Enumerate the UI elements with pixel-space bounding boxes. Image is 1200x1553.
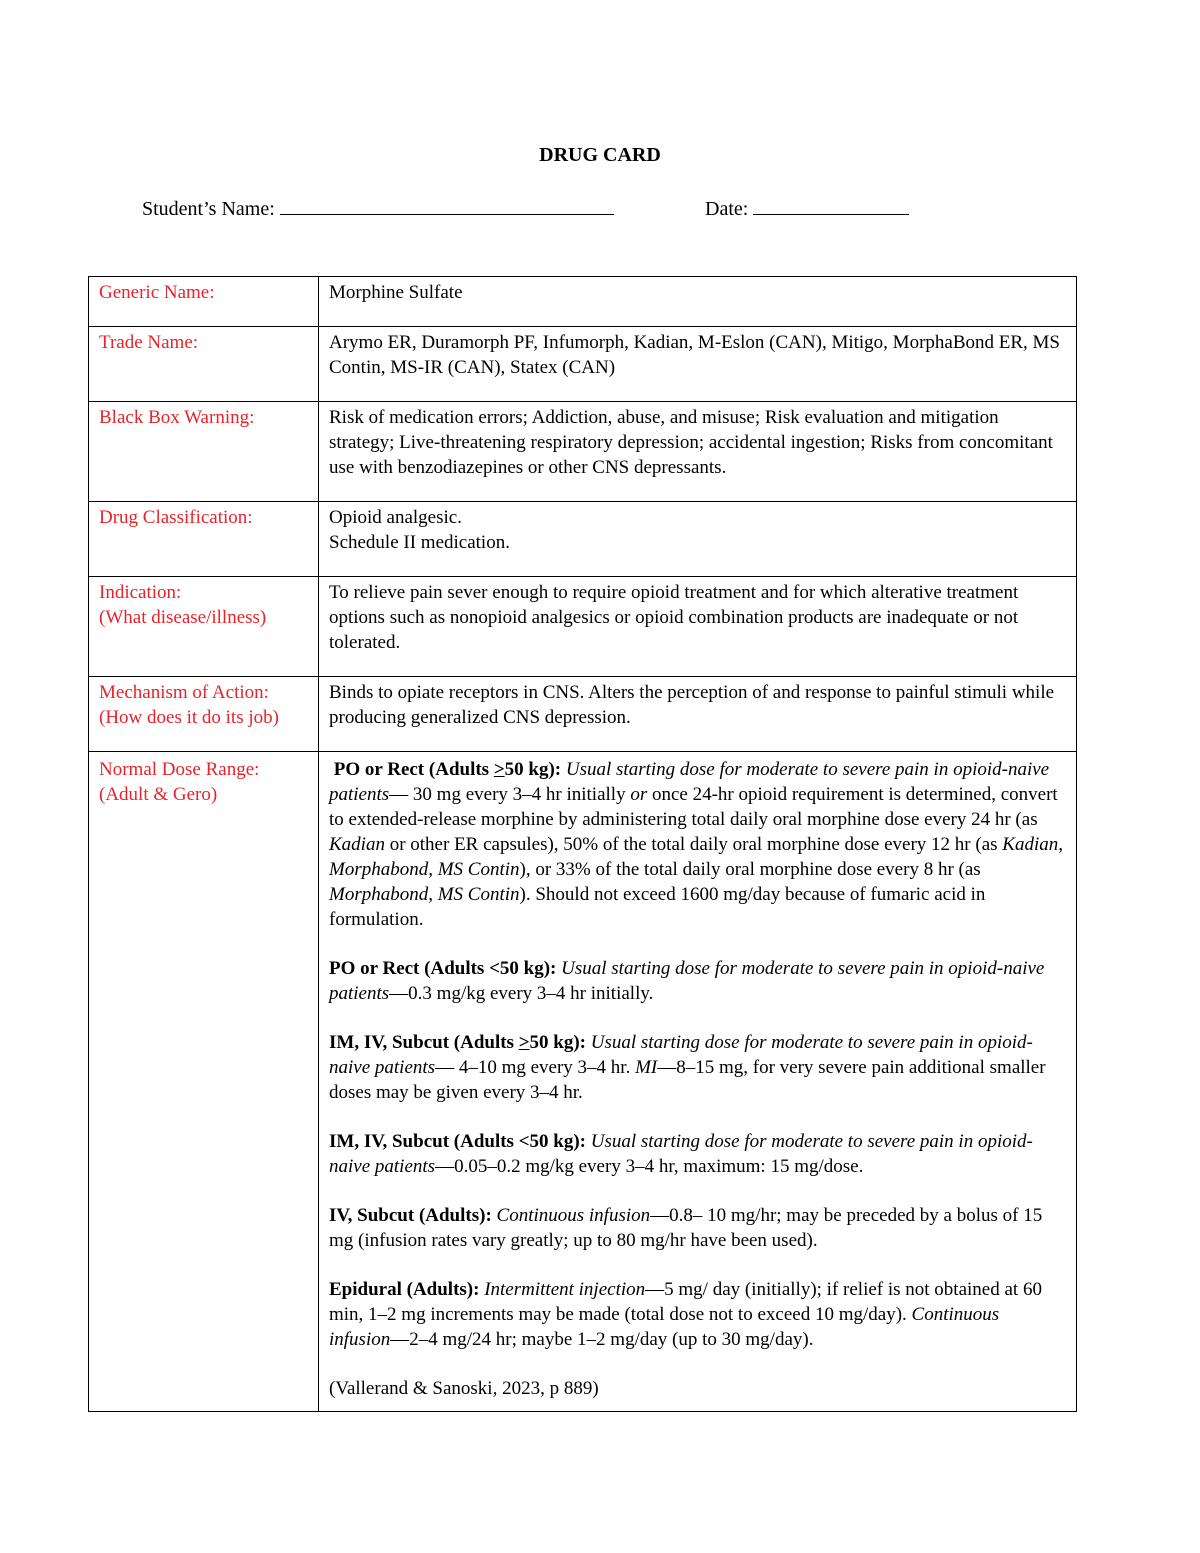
student-name-blank[interactable] <box>280 198 614 215</box>
generic-name-value: Morphine Sulfate <box>319 277 1077 327</box>
dose-paragraph-epidural: Epidural (Adults): Intermittent injection—5 mg/ day (initially); if relief is not obtained at 60 min, 1–2 mg increments may be made (total dose not to exceed 10 mg/day). Continuous infusion—2–4 mg/24 hr; maybe 1–2 mg/day (up to 30 mg/day). <box>329 1279 1042 1350</box>
date-field <box>705 198 909 221</box>
dose-heading: IM, IV, Subcut (Adults >50 kg): <box>329 1032 587 1053</box>
table-row <box>89 577 1077 677</box>
table-row <box>89 752 1077 1412</box>
dose-heading: IM, IV, Subcut (Adults <50 kg): <box>329 1131 587 1152</box>
black-box-warning-label: Black Box Warning: <box>89 402 319 502</box>
citation: (Vallerand & Sanoski, 2023, p 889) <box>329 1378 599 1399</box>
trade-name-value: Arymo ER, Duramorph PF, Infumorph, Kadian, M-Eslon (CAN), Mitigo, MorphaBond ER, MS Contin, MS-IR (CAN), Statex (CAN) <box>319 327 1077 402</box>
mechanism-sublabel: (How does it do its job) <box>99 707 279 728</box>
drug-card-table <box>88 276 1077 1412</box>
page-title: DRUG CARD <box>539 144 661 166</box>
black-box-warning-value: Risk of medication errors; Addiction, abuse, and misuse; Risk evaluation and mitigation strategy; Live-threatening respiratory depression; accidental ingestion; Risks from concomitant use with benzodiazepines or other CNS depressants. <box>319 402 1077 502</box>
trade-name-label: Trade Name: <box>89 327 319 402</box>
dose-range-sublabel: (Adult & Gero) <box>99 784 218 805</box>
drug-classification-label: Drug Classification: <box>89 502 319 577</box>
dose-paragraph-po-rect-under-50: PO or Rect (Adults <50 kg): Usual starting dose for moderate to severe pain in opioid-naive patients—0.3 mg/kg every 3–4 hr initially. <box>329 958 1045 1004</box>
dose-heading: PO or Rect (Adults >50 kg): <box>333 759 562 780</box>
classification-line-1: Opioid analgesic. <box>329 507 462 528</box>
table-row <box>89 502 1077 577</box>
dose-range-label <box>89 752 319 1412</box>
date-label: Date: <box>705 198 749 220</box>
mechanism-label-text: Mechanism of Action: <box>99 682 269 703</box>
table-row <box>89 677 1077 752</box>
table-row <box>89 327 1077 402</box>
dose-heading: PO or Rect (Adults <50 kg): <box>329 958 557 979</box>
indication-value: To relieve pain sever enough to require opioid treatment and for which alterative treatment options such as nonopioid analgesics or opioid combination products are inadequate or not tolerated. <box>319 577 1077 677</box>
student-name-field <box>142 198 614 221</box>
dose-paragraph-po-rect-over-50: PO or Rect (Adults >50 kg): Usual starting dose for moderate to severe pain in opioid-naive patients— 30 mg every 3–4 hr initially or once 24-hr opioid requirement is determined, convert to extended-release morphine by administering total daily oral morphine dose every 24 hr (as Kadian or other ER capsules), 50% of the total daily oral morphine dose every 12 hr (as Kadian, Morphabond, MS Contin), or 33% of the total daily oral morphine dose every 8 hr (as Morphabond, MS Contin). Should not exceed 1600 mg/day because of fumaric acid in formulation. <box>329 759 1063 930</box>
classification-line-2: Schedule II medication. <box>329 532 510 553</box>
indication-label-text: Indication: <box>99 582 182 603</box>
indication-label <box>89 577 319 677</box>
generic-name-label: Generic Name: <box>89 277 319 327</box>
table-row <box>89 277 1077 327</box>
mechanism-label <box>89 677 319 752</box>
dose-heading: Epidural (Adults): <box>329 1279 480 1300</box>
dose-range-label-text: Normal Dose Range: <box>99 759 260 780</box>
dose-heading: IV, Subcut (Adults): <box>329 1205 492 1226</box>
drug-classification-value <box>319 502 1077 577</box>
indication-sublabel: (What disease/illness) <box>99 607 267 628</box>
mechanism-value: Binds to opiate receptors in CNS. Alters the perception of and response to painful stimuli while producing generalized CNS depression. <box>319 677 1077 752</box>
date-blank[interactable] <box>753 198 909 215</box>
dose-range-value <box>319 752 1077 1412</box>
dose-paragraph-iv-subcut: IV, Subcut (Adults): Continuous infusion—0.8– 10 mg/hr; may be preceded by a bolus of 15 mg (infusion rates vary greatly; up to 80 mg/hr have been used). <box>329 1205 1043 1251</box>
dose-paragraph-im-iv-over-50: IM, IV, Subcut (Adults >50 kg): Usual starting dose for moderate to severe pain in opioid-naive patients— 4–10 mg every 3–4 hr. MI—8–15 mg, for very severe pain additional smaller doses may be given every 3–4 hr. <box>329 1032 1046 1103</box>
table-row <box>89 402 1077 502</box>
dose-paragraph-im-iv-under-50: IM, IV, Subcut (Adults <50 kg): Usual starting dose for moderate to severe pain in opioid-naive patients—0.05–0.2 mg/kg every 3–4 hr, maximum: 15 mg/dose. <box>329 1131 1033 1177</box>
student-name-label: Student’s Name: <box>142 198 275 220</box>
